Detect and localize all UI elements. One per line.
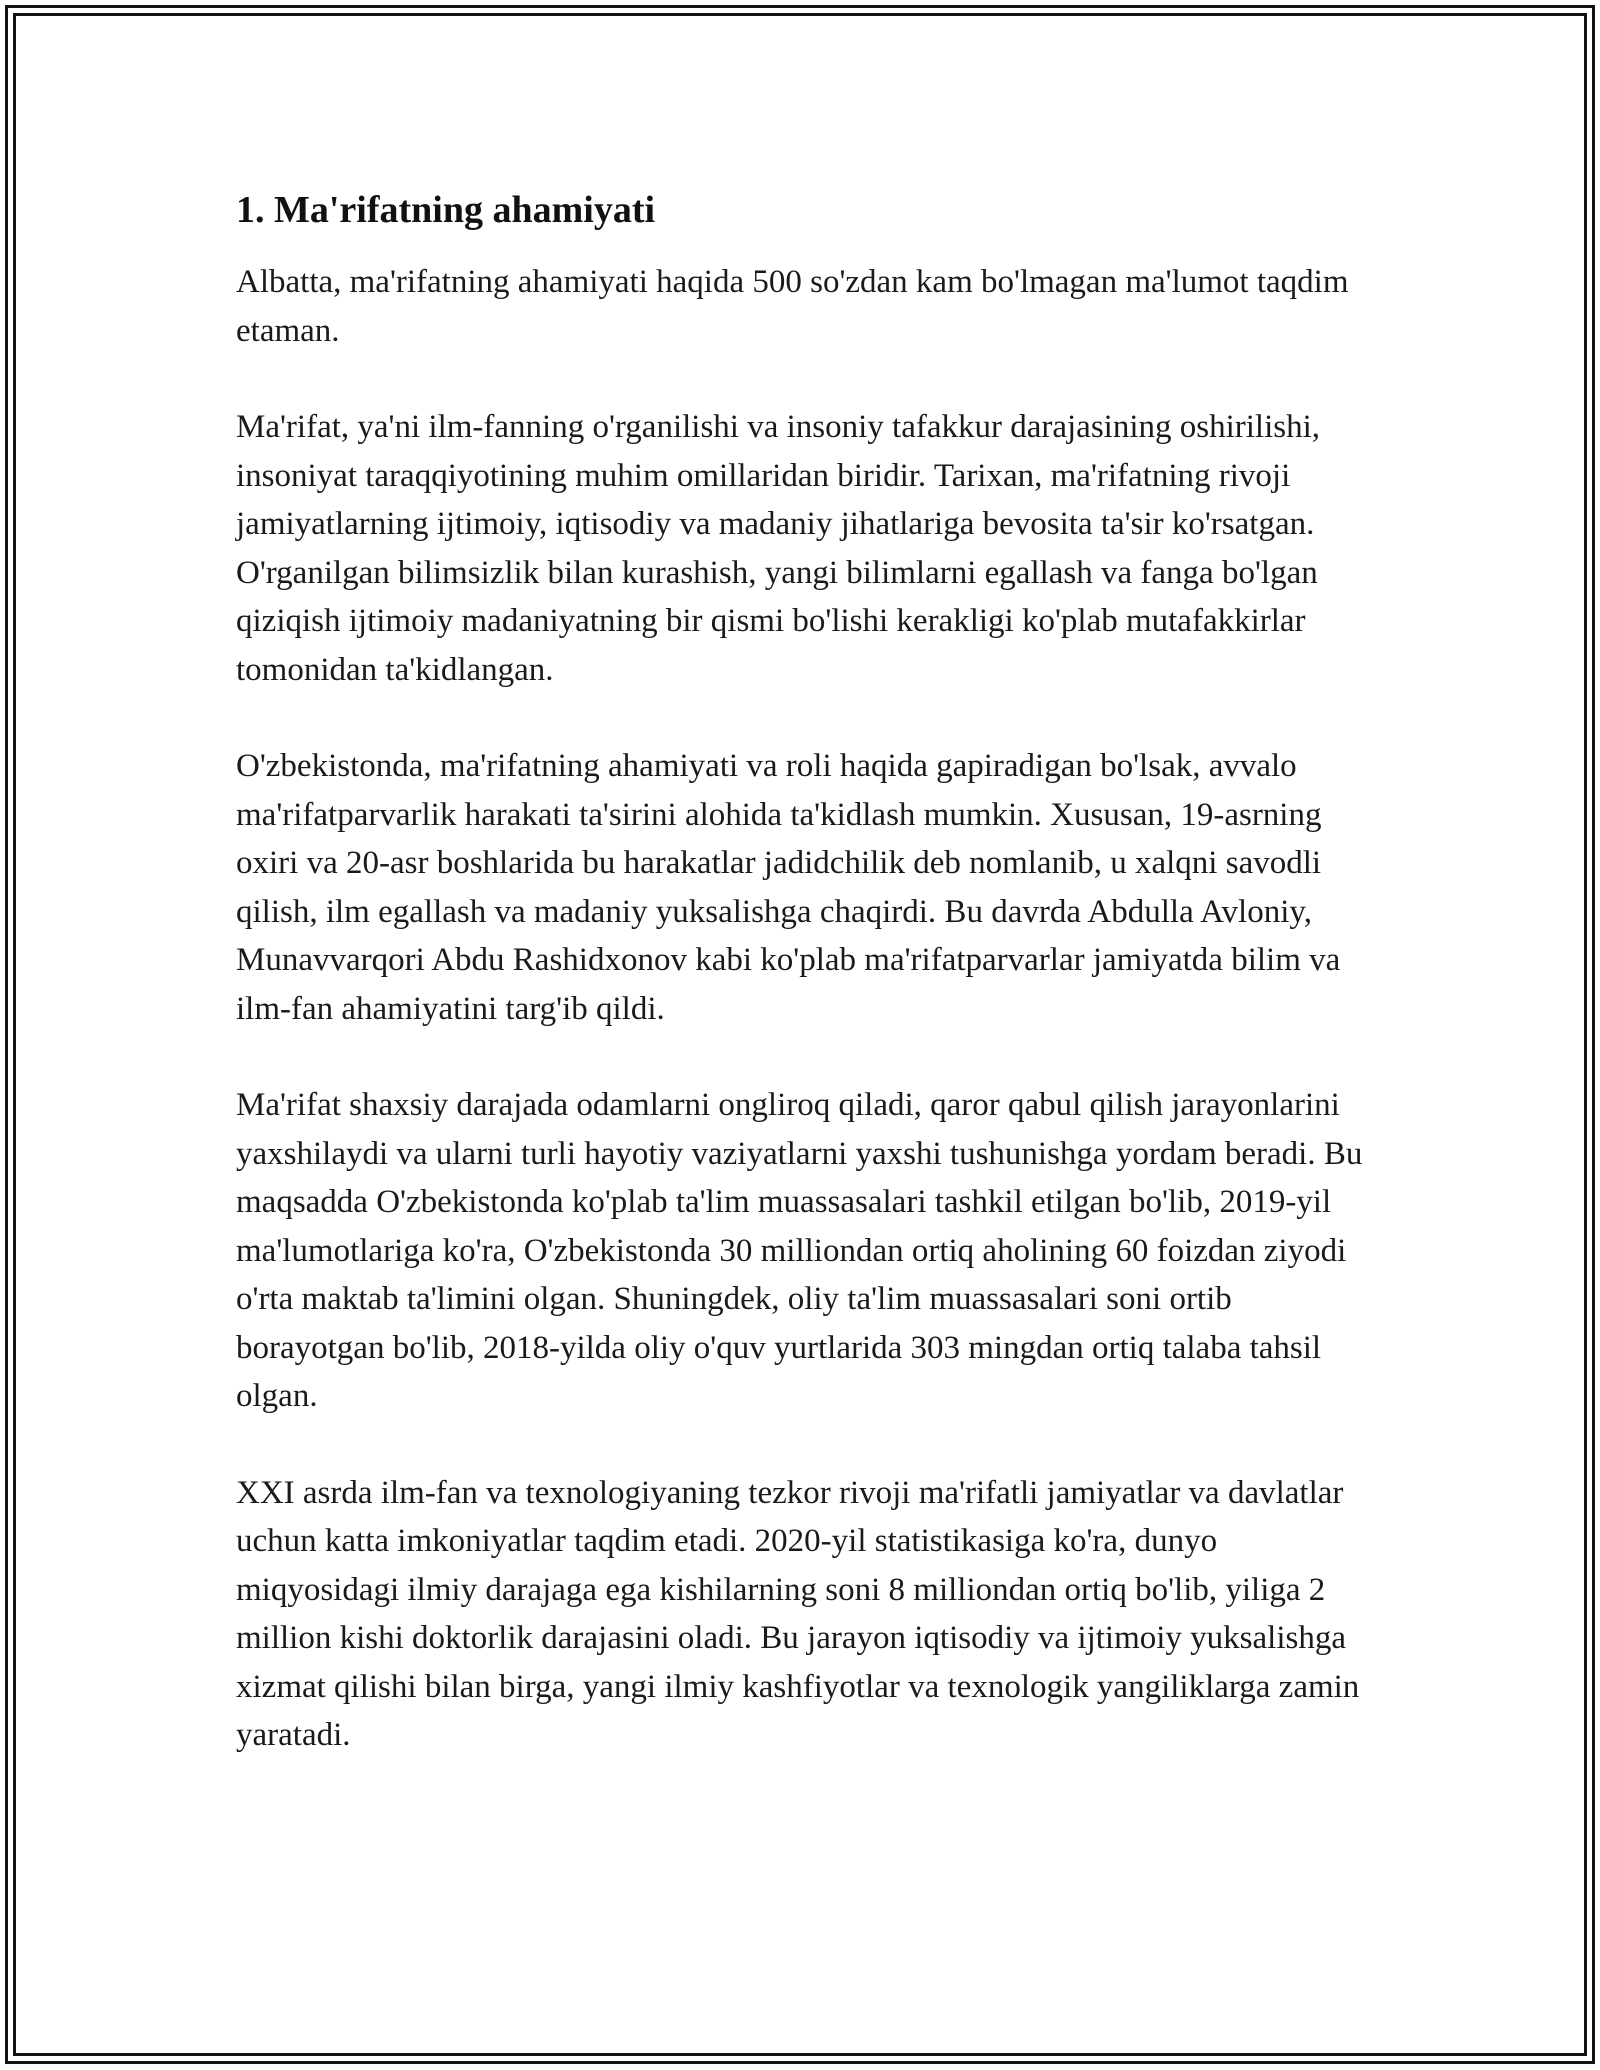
paragraph-uzbekistan-history: O'zbekistonda, ma'rifatning ahamiyati va roli haqida gapiradigan bo'lsak, avvalo ma'rifatparvarlik harakati ta'sirini alohida ta'kidlash mumkin. Xususan, 19-asrning oxiri va 20-asr boshlarida bu harakatlar jadidchilik deb nomlanib, u xalqni savodli qilish, ilm egallash va madaniy yuksalishga chaqirdi. Bu davrda Abdulla Avloniy, Munavvarqori Abdu Rashidxonov kabi ko'plab ma'rifatparvarlar jamiyatda bilim va ilm-fan ahamiyatini targ'ib qildi.	[236, 748, 1341, 1027]
document-body	[236, 186, 1376, 1808]
paragraph-definition: Ma'rifat, ya'ni ilm-fanning o'rganilishi va insoniy tafakkur darajasining oshirilishi, insoniyat taraqqiyotining muhim omillaridan biridir. Tarixan, ma'rifatning rivoji jamiyatlarning ijtimoiy, iqtisodiy va madaniy jihatlariga bevosita ta'sir ko'rsatgan. O'rganilgan bilimsizlik bilan kurashish, yangi bilimlarni egallash va fanga bo'lgan qiziqish ijtimoiy madaniyatning bir qismi bo'lishi kerakligi ko'plab mutafakkirlar tomonidan ta'kidlangan.	[236, 409, 1321, 688]
paragraph-intro: Albatta, ma'rifatning ahamiyati haqida 500 so'zdan kam bo'lmagan ma'lumot taqdim etaman.	[236, 264, 1349, 349]
paragraph-personal-level: Ma'rifat shaxsiy darajada odamlarni ongliroq qiladi, qaror qabul qilish jarayonlarini yaxshilaydi va ularni turli hayotiy vaziyatlarni yaxshi tushunishga yordam beradi. Bu maqsadda O'zbekistonda ko'plab ta'lim muassasalari tashkil etilgan bo'lib, 2019-yil ma'lumotlariga ko'ra, O'zbekistonda 30 milliondan ortiq aholining 60 foizdan ziyodi o'rta maktab ta'limini olgan. Shuningdek, oliy ta'lim muassasalari soni ortib borayotgan bo'lib, 2018-yilda oliy o'quv yurtlarida 303 mingdan ortiq talaba tahsil olgan.	[236, 1087, 1363, 1414]
paragraph-21st-century: XXI asrda ilm-fan va texnologiyaning tezkor rivoji ma'rifatli jamiyatlar va davlatlar uchun katta imkoniyatlar taqdim etadi. 2020-yil statistikasiga ko'ra, dunyo miqyosidagi ilmiy darajaga ega kishilarning soni 8 milliondan ortiq bo'lib, yiliga 2 million kishi doktorlik darajasini oladi. Bu jarayon iqtisodiy va ijtimoiy yuksalishga xizmat qilishi bilan birga, yangi ilmiy kashfiyotlar va texnologik yangiliklarga zamin yaratadi.	[236, 1474, 1360, 1753]
section-heading: 1. Ma'rifatning ahamiyati	[236, 189, 656, 231]
